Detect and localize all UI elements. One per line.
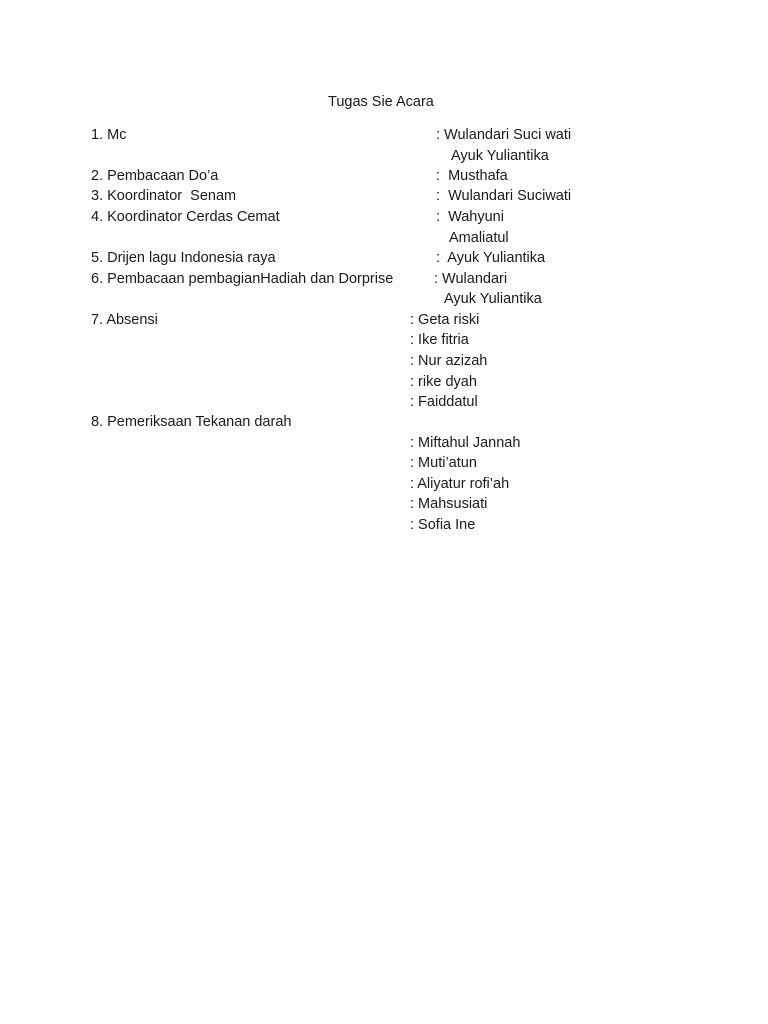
task-name-cerdas-cemat-2: Amaliatul (449, 230, 509, 246)
task-name-mc-1: : Wulandari Suci wati (436, 127, 572, 143)
task-name-tekanan-darah-5: : Sofia Ine (410, 517, 476, 533)
task-label-absensi: 7. Absensi (91, 312, 158, 328)
task-name-tekanan-darah-2: : Muti’atun (410, 455, 477, 471)
task-name-hadiah-2: Ayuk Yuliantika (444, 291, 542, 307)
task-label-mc: 1. Mc (91, 127, 127, 143)
task-label-hadiah: 6. Pembacaan pembagianHadiah dan Dorprise (91, 271, 394, 287)
task-name-absensi-2: : Ike fitria (410, 332, 469, 348)
task-label-doa: 2. Pembacaan Do’a (91, 168, 219, 184)
document-title: Tugas Sie Acara (328, 94, 434, 110)
task-name-drijen: : Ayuk Yuliantika (436, 250, 546, 266)
task-name-absensi-3: : Nur azizah (410, 353, 488, 369)
task-name-tekanan-darah-4: : Mahsusiati (410, 496, 488, 512)
task-name-absensi-5: : Faiddatul (410, 394, 478, 410)
task-name-absensi-1: : Geta riski (410, 312, 480, 328)
task-name-cerdas-cemat-1: : Wahyuni (436, 209, 504, 225)
task-label-tekanan-darah: 8. Pemeriksaan Tekanan darah (91, 414, 292, 430)
task-label-drijen: 5. Drijen lagu Indonesia raya (91, 250, 276, 266)
task-name-senam: : Wulandari Suciwati (436, 188, 572, 204)
task-name-doa: : Musthafa (436, 168, 508, 184)
task-label-senam: 3. Koordinator Senam (91, 188, 237, 204)
task-name-tekanan-darah-3: : Aliyatur rofi’ah (410, 476, 510, 492)
task-name-tekanan-darah-1: : Miftahul Jannah (410, 435, 521, 451)
task-name-absensi-4: : rike dyah (410, 374, 477, 390)
task-name-mc-2: Ayuk Yuliantika (451, 148, 549, 164)
task-label-cerdas-cemat: 4. Koordinator Cerdas Cemat (91, 209, 280, 225)
task-name-hadiah-1: : Wulandari (434, 271, 508, 287)
